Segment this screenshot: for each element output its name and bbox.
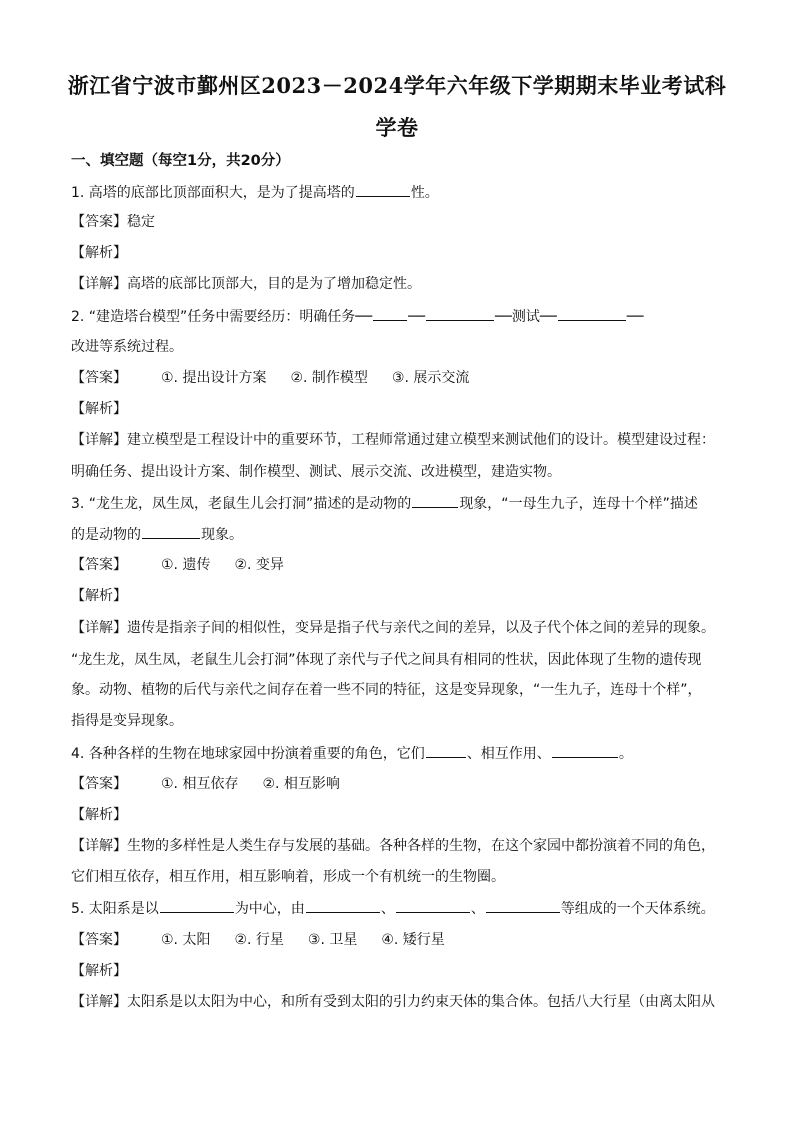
analysis-label: 【解析】 xyxy=(71,588,127,604)
q3-answer-row xyxy=(71,555,731,575)
q3-analysis-row xyxy=(71,586,731,606)
q3-text-mid: 现象，“一母生九子，连母十个样”描述 xyxy=(459,496,698,512)
question-4 xyxy=(71,743,731,764)
q4-text: 4. 各种各样的生物在地球家园中扮演着重要的角色，它们 xyxy=(71,746,425,762)
q5-text: 5. 太阳系是以 xyxy=(71,901,159,917)
q5-answer-row xyxy=(71,930,731,950)
q5-answer-2: ②. 行星 xyxy=(234,932,284,948)
q1-text: 1. 高塔的底部比顶部面积大，是为了提高塔的 xyxy=(71,185,355,201)
q3-answer-2: ②. 变异 xyxy=(234,557,284,573)
q2-detail-row xyxy=(71,430,731,450)
q3-text: 3. “龙生龙，凤生凤，老鼠生儿会打洞”描述的是动物的 xyxy=(71,496,412,512)
detail-label: 【详解】 xyxy=(71,838,127,854)
q4-answer-1: ①. 相互依存 xyxy=(161,776,239,792)
answer-label: 【答案】 xyxy=(71,557,127,573)
q4-detail-row xyxy=(71,836,731,856)
q1-detail-row xyxy=(71,274,731,294)
q4-detail-row-2: 它们相互依存，相互作用，相互影响着，形成一个有机统一的生物圈。 xyxy=(71,869,505,885)
q4-text-end: 。 xyxy=(618,746,633,762)
q5-detail-1: 太阳系是以太阳为中心，和所有受到太阳的引力约束天体的集合体。包括八大行星（由离太阳从 xyxy=(127,994,715,1010)
q4-answer-2: ②. 相互影响 xyxy=(262,776,340,792)
q5-detail-row xyxy=(71,992,731,1012)
analysis-label: 【解析】 xyxy=(71,807,127,823)
q5-analysis-row xyxy=(71,961,731,981)
q4-text-mid: 、相互作用、 xyxy=(466,746,551,762)
detail-label: 【详解】 xyxy=(71,994,127,1010)
q3-detail-row-2: “龙生龙，凤生凤，老鼠生儿会打洞”体现了亲代与子代之间具有相同的性状，因此体现了生物的遗传现 xyxy=(71,652,702,668)
q4-blank-2[interactable] xyxy=(552,743,618,758)
q2-answer-row xyxy=(71,368,731,388)
q2-sep-1: ── xyxy=(408,309,426,325)
q3-text-2: 的是动物的 xyxy=(71,527,141,543)
q2-sep-3: ── xyxy=(626,309,644,325)
question-2-cont: 改进等系统过程。 xyxy=(71,339,183,355)
q2-answer-1: ①. 提出设计方案 xyxy=(161,370,267,386)
q3-blank-1[interactable] xyxy=(412,493,458,508)
q1-blank[interactable] xyxy=(356,182,410,197)
q4-answer-row xyxy=(71,774,731,794)
question-5 xyxy=(71,898,731,919)
page-title-line1: 浙江省宁波市鄞州区2023－2024学年六年级下学期期末毕业考试科 xyxy=(67,73,727,98)
answer-label: 【答案】 xyxy=(71,370,127,386)
q1-analysis-row xyxy=(71,243,731,263)
q3-detail-row-4: 指得是变异现象。 xyxy=(71,713,183,729)
analysis-label: 【解析】 xyxy=(71,963,127,979)
question-2 xyxy=(71,306,731,327)
q2-sep-2: ──测试── xyxy=(495,309,557,325)
q3-blank-2[interactable] xyxy=(142,524,200,539)
detail-label: 【详解】 xyxy=(71,432,127,448)
answer-label: 【答案】 xyxy=(71,932,127,948)
q3-answer-1: ①. 遗传 xyxy=(161,557,211,573)
q3-detail-row xyxy=(71,618,731,638)
q3-detail-1: 遗传是指亲子间的相似性，变异是指子代与亲代之间的差异，以及子代个体之间的差异的现象。 xyxy=(127,620,715,636)
q5-answer-4: ④. 矮行星 xyxy=(381,932,445,948)
q1-answer: 稳定 xyxy=(127,214,155,230)
q2-blank-1[interactable] xyxy=(373,306,407,321)
q2-blank-3[interactable] xyxy=(558,306,626,321)
q5-blank-1[interactable] xyxy=(160,898,234,913)
q5-sep-2: 、 xyxy=(470,901,485,917)
q1-text-end: 性。 xyxy=(410,185,439,201)
q3-text-end: 现象。 xyxy=(201,527,243,543)
q5-answer-3: ③. 卫星 xyxy=(307,932,358,948)
question-3-cont xyxy=(71,524,731,545)
question-1 xyxy=(71,182,731,203)
q2-detail-row-2: 明确任务、提出设计方案、制作模型、测试、展示交流、改进模型，建造实物。 xyxy=(71,464,561,480)
q5-blank-2[interactable] xyxy=(306,898,380,913)
q5-text-end: 等组成的一个天体系统。 xyxy=(560,901,715,917)
q2-answer-2: ②. 制作模型 xyxy=(290,370,368,386)
q2-text: 2. “建造塔台模型”任务中需要经历：明确任务── xyxy=(71,309,373,325)
q5-text-mid: 为中心，由 xyxy=(234,901,305,917)
analysis-label: 【解析】 xyxy=(71,245,127,261)
question-3 xyxy=(71,493,731,514)
detail-label: 【详解】 xyxy=(71,620,127,636)
page-title-line2: 学卷 xyxy=(375,115,419,140)
q5-blank-4[interactable] xyxy=(486,898,560,913)
answer-label: 【答案】 xyxy=(71,214,127,230)
section-heading: 一、填空题（每空1分，共20分） xyxy=(71,153,290,169)
q4-analysis-row xyxy=(71,805,731,825)
q5-answer-1: ①. 太阳 xyxy=(161,932,211,948)
analysis-label: 【解析】 xyxy=(71,401,127,417)
q5-sep-1: 、 xyxy=(380,901,395,917)
q4-detail-1: 生物的多样性是人类生存与发展的基础。各种各样的生物，在这个家园中都扮演着不同的角色， xyxy=(127,838,715,854)
q5-blank-3[interactable] xyxy=(396,898,470,913)
q2-detail-1: 建立模型是工程设计中的重要环节，工程师常通过建立模型来测试他们的设计。模型建设过程： xyxy=(127,432,715,448)
q1-answer-row xyxy=(71,212,731,232)
q2-analysis-row xyxy=(71,399,731,419)
q2-answer-3: ③. 展示交流 xyxy=(391,370,470,386)
detail-label: 【详解】 xyxy=(71,276,127,292)
q4-blank-1[interactable] xyxy=(426,743,466,758)
q3-detail-row-3: 象。动物、植物的后代与亲代之间存在着一些不同的特征，这是变异现象，“一生九子，连母十个样”， xyxy=(71,682,702,698)
q1-detail: 高塔的底部比顶部大，目的是为了增加稳定性。 xyxy=(127,276,421,292)
q2-blank-2[interactable] xyxy=(426,306,494,321)
answer-label: 【答案】 xyxy=(71,776,127,792)
